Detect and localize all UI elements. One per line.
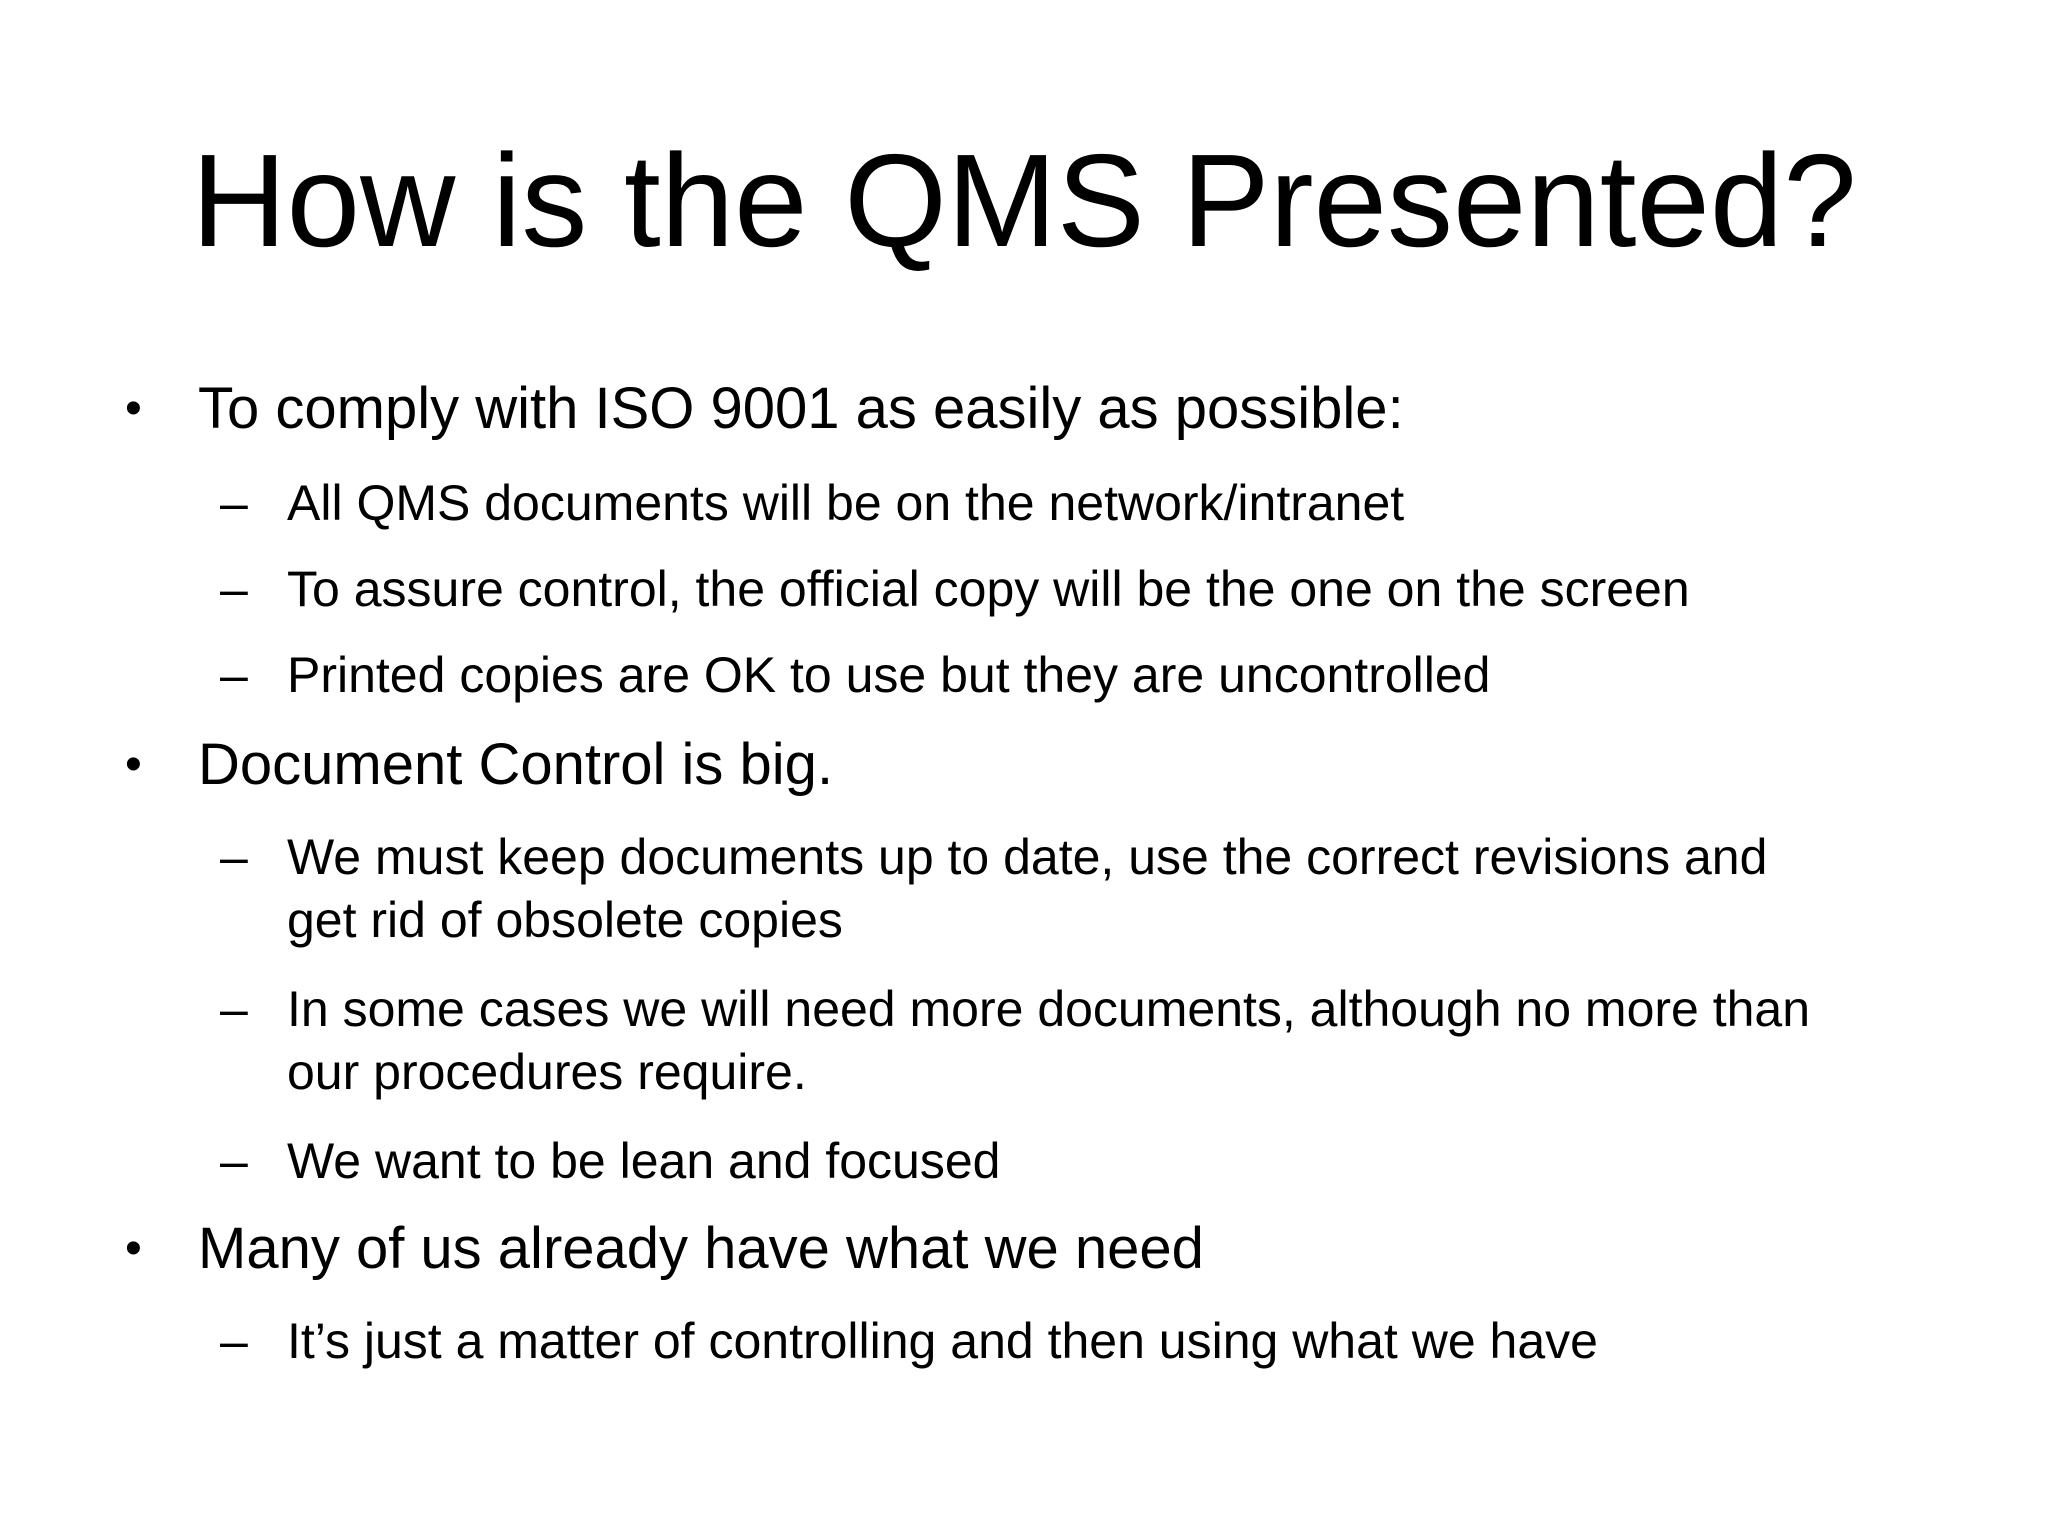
dash-marker: – (220, 1133, 248, 1189)
bullet-marker: • (125, 738, 142, 791)
dash-marker: – (220, 647, 248, 703)
sub-bullet-text: We want to be lean and focused (287, 1133, 1001, 1189)
sub-bullet-text: We must keep documents up to date, use the correct revisions and (287, 829, 1768, 885)
sub-bullet-text: get rid of obsolete copies (287, 892, 843, 948)
bullet-marker: • (125, 1222, 142, 1275)
dash-marker: – (220, 1313, 248, 1369)
dash-marker: – (220, 475, 248, 531)
dash-marker: – (220, 561, 248, 617)
slide-title: How is the QMS Presented? (191, 127, 1857, 274)
dash-marker: – (220, 829, 248, 885)
bullet-text: Document Control is big. (198, 732, 834, 797)
bullet-text: To comply with ISO 9001 as easily as possible: (198, 376, 1404, 441)
sub-bullet-text: All QMS documents will be on the network/intranet (287, 475, 1405, 531)
sub-bullet-text: our procedures require. (287, 1044, 807, 1100)
bullet-marker: • (125, 382, 142, 435)
sub-bullet-text: Printed copies are OK to use but they are uncontrolled (287, 647, 1491, 703)
sub-bullet-text: To assure control, the official copy will be the one on the screen (287, 561, 1690, 617)
dash-marker: – (220, 981, 248, 1037)
sub-bullet-text: In some cases we will need more documents, although no more than (287, 981, 1811, 1037)
sub-bullet-text: It’s just a matter of controlling and then using what we have (287, 1313, 1598, 1369)
bullet-text: Many of us already have what we need (198, 1216, 1204, 1281)
